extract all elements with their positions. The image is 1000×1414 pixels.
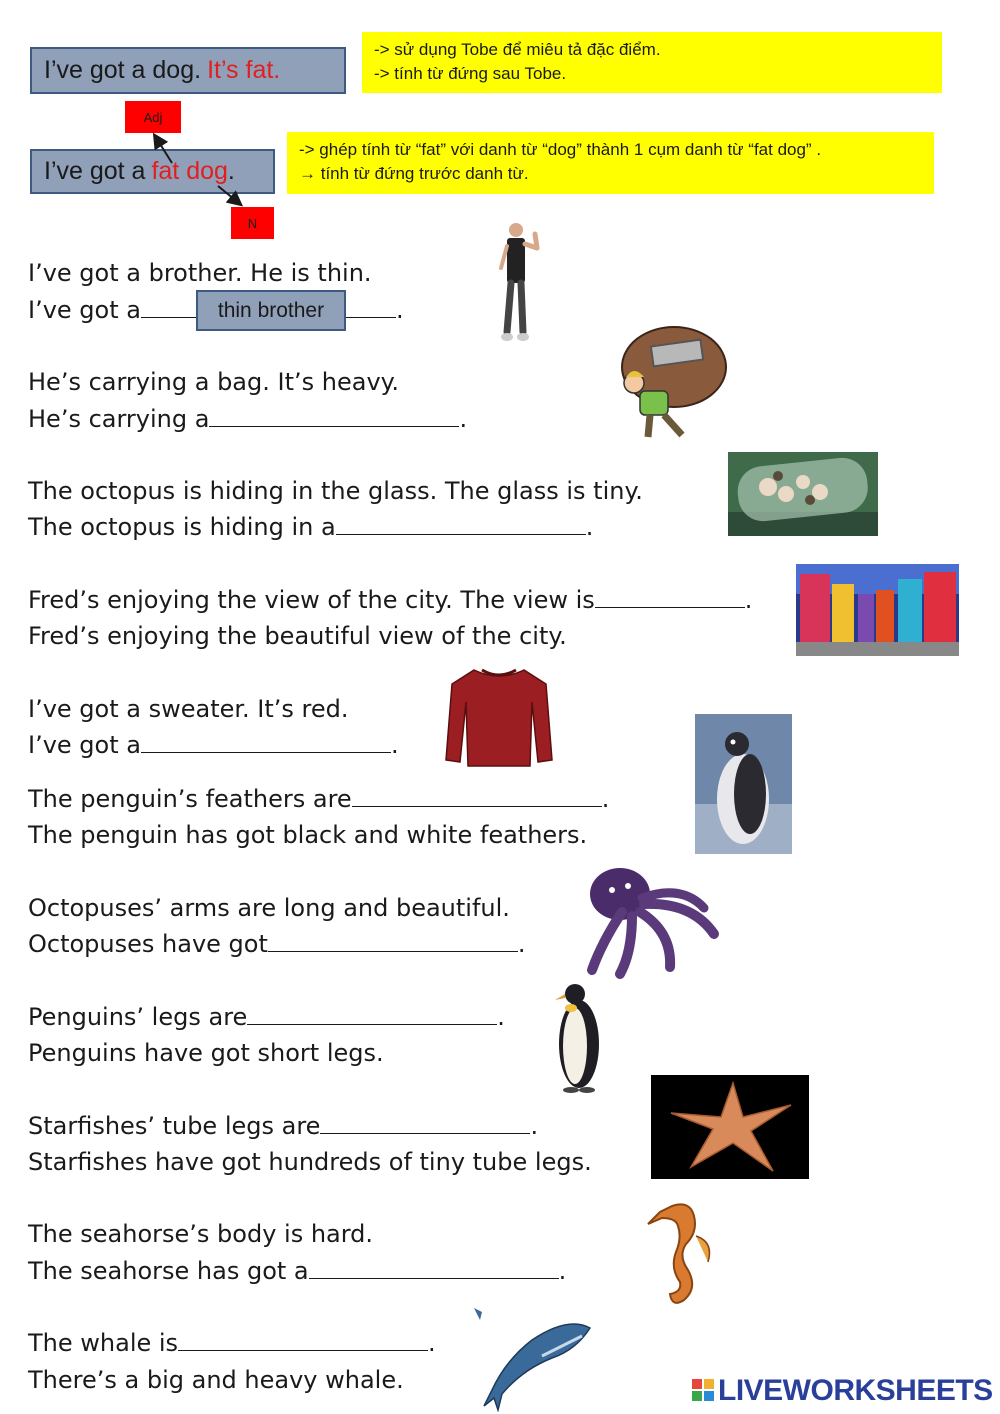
liveworksheets-logo (692, 1374, 993, 1408)
exercise-11-blank[interactable] (178, 1328, 428, 1351)
example-2-text: I’ve got a (44, 157, 146, 185)
arrow-to-n (218, 186, 240, 204)
exercise-3-sentence-a: The octopus is hiding in the glass. The glass is tiny. (28, 477, 643, 505)
exercise-1-sentence-b: I’ve got a . (28, 296, 404, 324)
blue-whale-image (472, 1306, 594, 1412)
note-box-1 (362, 32, 942, 93)
example-2-end: . (227, 157, 235, 185)
exercise-7-blank[interactable] (268, 929, 518, 952)
exercise-6-sentence-b: The penguin has got black and white feathers. (28, 821, 588, 849)
emperor-penguin-image (553, 980, 605, 1094)
adj-tag: Adj (125, 101, 181, 133)
note-2-line-1: -> ghép tính từ “fat” với danh từ “dog” thành 1 cụm danh từ “fat dog” . (299, 140, 822, 159)
octopus-in-glass-bottle-image (728, 452, 878, 536)
exercise-6-blank[interactable] (352, 784, 602, 807)
seahorse-image (642, 1196, 720, 1312)
exercise-9-sentence-a: Starfishes’ tube legs are . (28, 1112, 539, 1140)
example-1-text: I’ve got a dog. (44, 56, 202, 84)
exercise-7-sentence-b: Octopuses have got . (28, 930, 526, 958)
exercise-8-sentence-a: Penguins’ legs are . (28, 1003, 505, 1031)
city-street-neon-signs-image (796, 564, 959, 656)
exercise-4-sentence-a: Fred’s enjoying the view of the city. The view is . (28, 586, 753, 614)
red-sweater-image (444, 662, 554, 770)
exercise-9-sentence-b: Starfishes have got hundreds of tiny tube legs. (28, 1148, 592, 1176)
thin-man-flexing-image (495, 220, 550, 345)
exercise-8-blank[interactable] (247, 1002, 497, 1025)
exercise-2-sentence-b: He’s carrying a . (28, 405, 468, 433)
example-1-highlight: It’s fat. (207, 56, 281, 84)
exercise-8-sentence-b: Penguins have got short legs. (28, 1039, 384, 1067)
arrow-connectors (0, 0, 300, 240)
exercise-10-sentence-b: The seahorse has got a . (28, 1257, 567, 1285)
exercise-4-sentence-b: Fred’s enjoying the beautiful view of the city. (28, 622, 567, 650)
exercise-7-sentence-a: Octopuses’ arms are long and beautiful. (28, 894, 510, 922)
exercise-5-sentence-b: I’ve got a . (28, 731, 399, 759)
exercise-1-answer-box[interactable]: thin brother (196, 290, 346, 331)
penguin-fluffy-image (695, 714, 792, 854)
exercise-2-blank[interactable] (209, 404, 459, 427)
exercise-1-sentence-a: I’ve got a brother. He is thin. (28, 259, 372, 287)
exercise-10-sentence-a: The seahorse’s body is hard. (28, 1220, 374, 1248)
note-1-line-2: -> tính từ đứng sau Tobe. (374, 64, 567, 83)
n-tag: N (231, 207, 274, 239)
exercise-3-sentence-b: The octopus is hiding in a . (28, 513, 594, 541)
note-box-2 (287, 132, 934, 194)
exercise-3-blank[interactable] (336, 512, 586, 535)
exercise-11-sentence-a: The whale is . (28, 1329, 436, 1357)
exercise-5-blank[interactable] (141, 730, 391, 753)
exercise-2-sentence-a: He’s carrying a bag. It’s heavy. (28, 368, 400, 396)
liveworksheets-brand-text: LIVEWORKSHEETS (718, 1374, 993, 1407)
exercise-9-blank[interactable] (320, 1111, 530, 1134)
exercise-5-sentence-a: I’ve got a sweater. It’s red. (28, 695, 349, 723)
boy-carrying-heavy-bag-image (612, 325, 727, 445)
exercise-10-blank[interactable] (309, 1256, 559, 1279)
exercise-6-sentence-a: The penguin’s feathers are . (28, 785, 610, 813)
starfish-image (651, 1075, 809, 1179)
exercise-11-sentence-b: There’s a big and heavy whale. (28, 1366, 404, 1394)
example-2-highlight: fat dog (151, 157, 228, 185)
purple-octopus-image (582, 862, 722, 980)
liveworksheets-logo-icon (692, 1379, 714, 1403)
note-2-line-2: → tính từ đứng trước danh từ. (299, 164, 529, 183)
exercise-4-blank[interactable] (595, 585, 745, 608)
note-1-line-1: -> sử dụng Tobe để miêu tả đặc điểm. (374, 40, 661, 59)
arrow-to-adj (155, 136, 172, 163)
